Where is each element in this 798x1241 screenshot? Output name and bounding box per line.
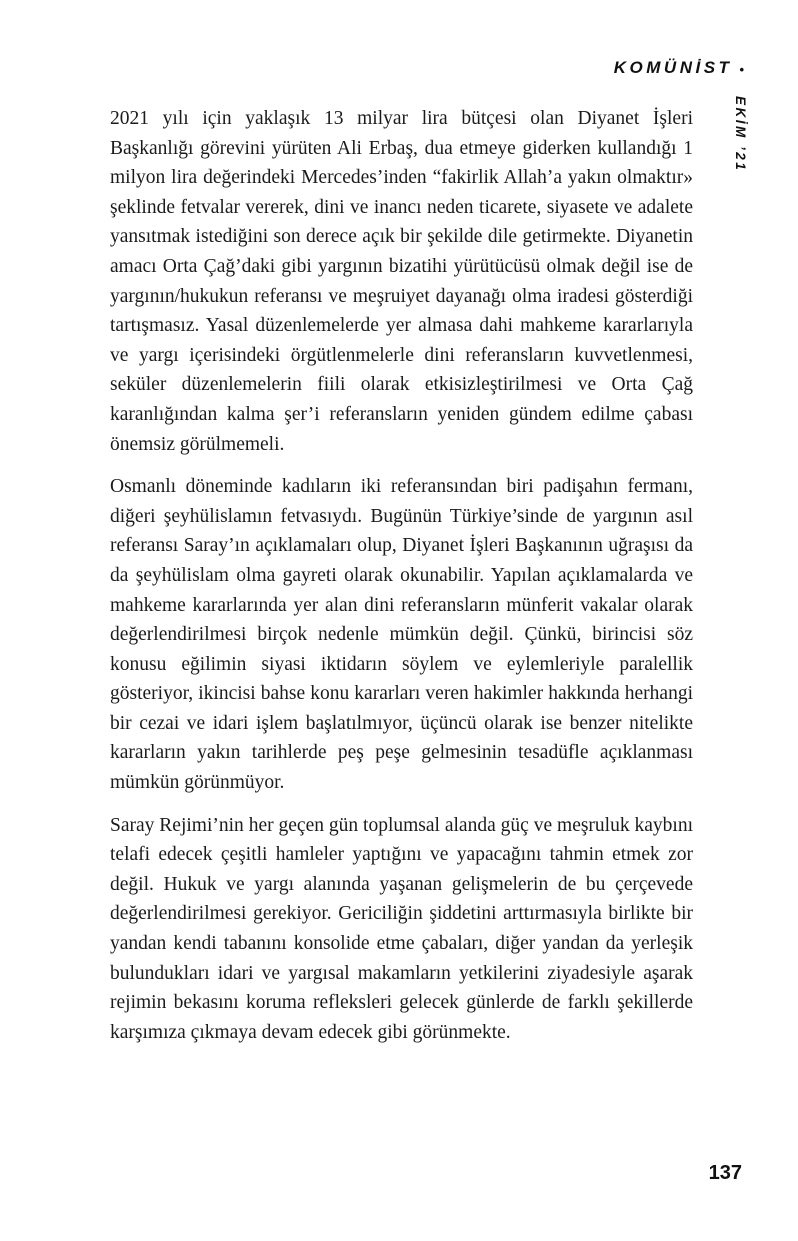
article-paragraph: Saray Rejimi’nin her geçen gün toplumsal alanda güç ve meşruluk kaybını telafi edecek çeşitli hamleler yaptığını ve yapacağını tahmin etmek zor değil. Hukuk ve yargı alanında yaşanan gelişmelerin de bu çerçevede değerlendirilmesi gerekiyor. Gericiliğin şiddetini arttırmasıyla birlikte bir yandan kendi tabanını konsolide etme çabaları, diğer yandan da yerleşik bulundukları idari ve yargısal makamların yetkilerini ziyadesiyle aşarak rejimin bekasını koruma refleksleri gelecek günlerde de farklı şekillerde karşımıza çıkmaya devam edecek gibi görünmekte. <box>110 814 693 1043</box>
article-paragraph: 2021 yılı için yaklaşık 13 milyar lira bütçesi olan Diyanet İşleri Başkanlığı görevini yürüten Ali Erbaş, dua etmeye giderken kullandığı 1 milyon lira değerindeki Mercedes’inden “fakirlik Allah’a yakın olmaktır» şeklinde fetvalar vererek, dini ve inancı neden ticarete, siyasete ve adalete yansıtmak istediğini son derece açık bir şekilde dile getirmekte. Diyanetin amacı Orta Çağ’daki gibi yargının bizatihi yürütücüsü olmak değil ise de yargının/hukukun referansı ve meşruiyet dayanağı olma iradesi gösterdiği tartışmasız. Yasal düzenlemelerde yer almasa dahi mahkeme kararlarıyla ve yargı içerisindeki örgütlenmelerle dini referansların kuvvetlenmesi, seküler düzenlemelerin fiili olarak etkisizleştirilmesi ve Orta Çağ karanlığından kalma şer’i referansların yeniden gündem edilme çabası önemsiz görülmemeli. <box>110 108 693 455</box>
issue-label: EKİM ’21 <box>733 96 748 173</box>
running-head <box>614 58 744 78</box>
bullet-icon: • <box>739 61 744 77</box>
page-number: 137 <box>708 1162 742 1184</box>
article-body <box>110 104 693 1047</box>
magazine-title: KOMÜNİST <box>613 58 733 77</box>
article-paragraph: Osmanlı döneminde kadıların iki referansından biri padişahın fermanı, diğeri şeyhülislamın fetvasıydı. Bugünün Türkiye’sinde de yargının asıl referansı Saray’ın açıklamaları olup, Diyanet İşleri Başkanının uğraşısı da da şeyhülislam olma gayreti olarak okunabilir. Yapılan açıklamalarda ve mahkeme kararlarında yer alan dini referansların münferit vakalar olarak değerlendirilmesi birçok nedenle mümkün değil. Çünkü, birincisi söz konusu eğilimin siyasi iktidarın söylem ve eylemleriyle paralellik gösteriyor, ikincisi bahse konu kararları veren hakimler hakkında herhangi bir cezai ve idari işlem başlatılmıyor, üçüncü olarak ise benzer nitelikte kararların yakın tarihlerde peş peşe gelmesinin tesadüfle açıklanması mümkün görünmüyor. <box>110 476 693 794</box>
